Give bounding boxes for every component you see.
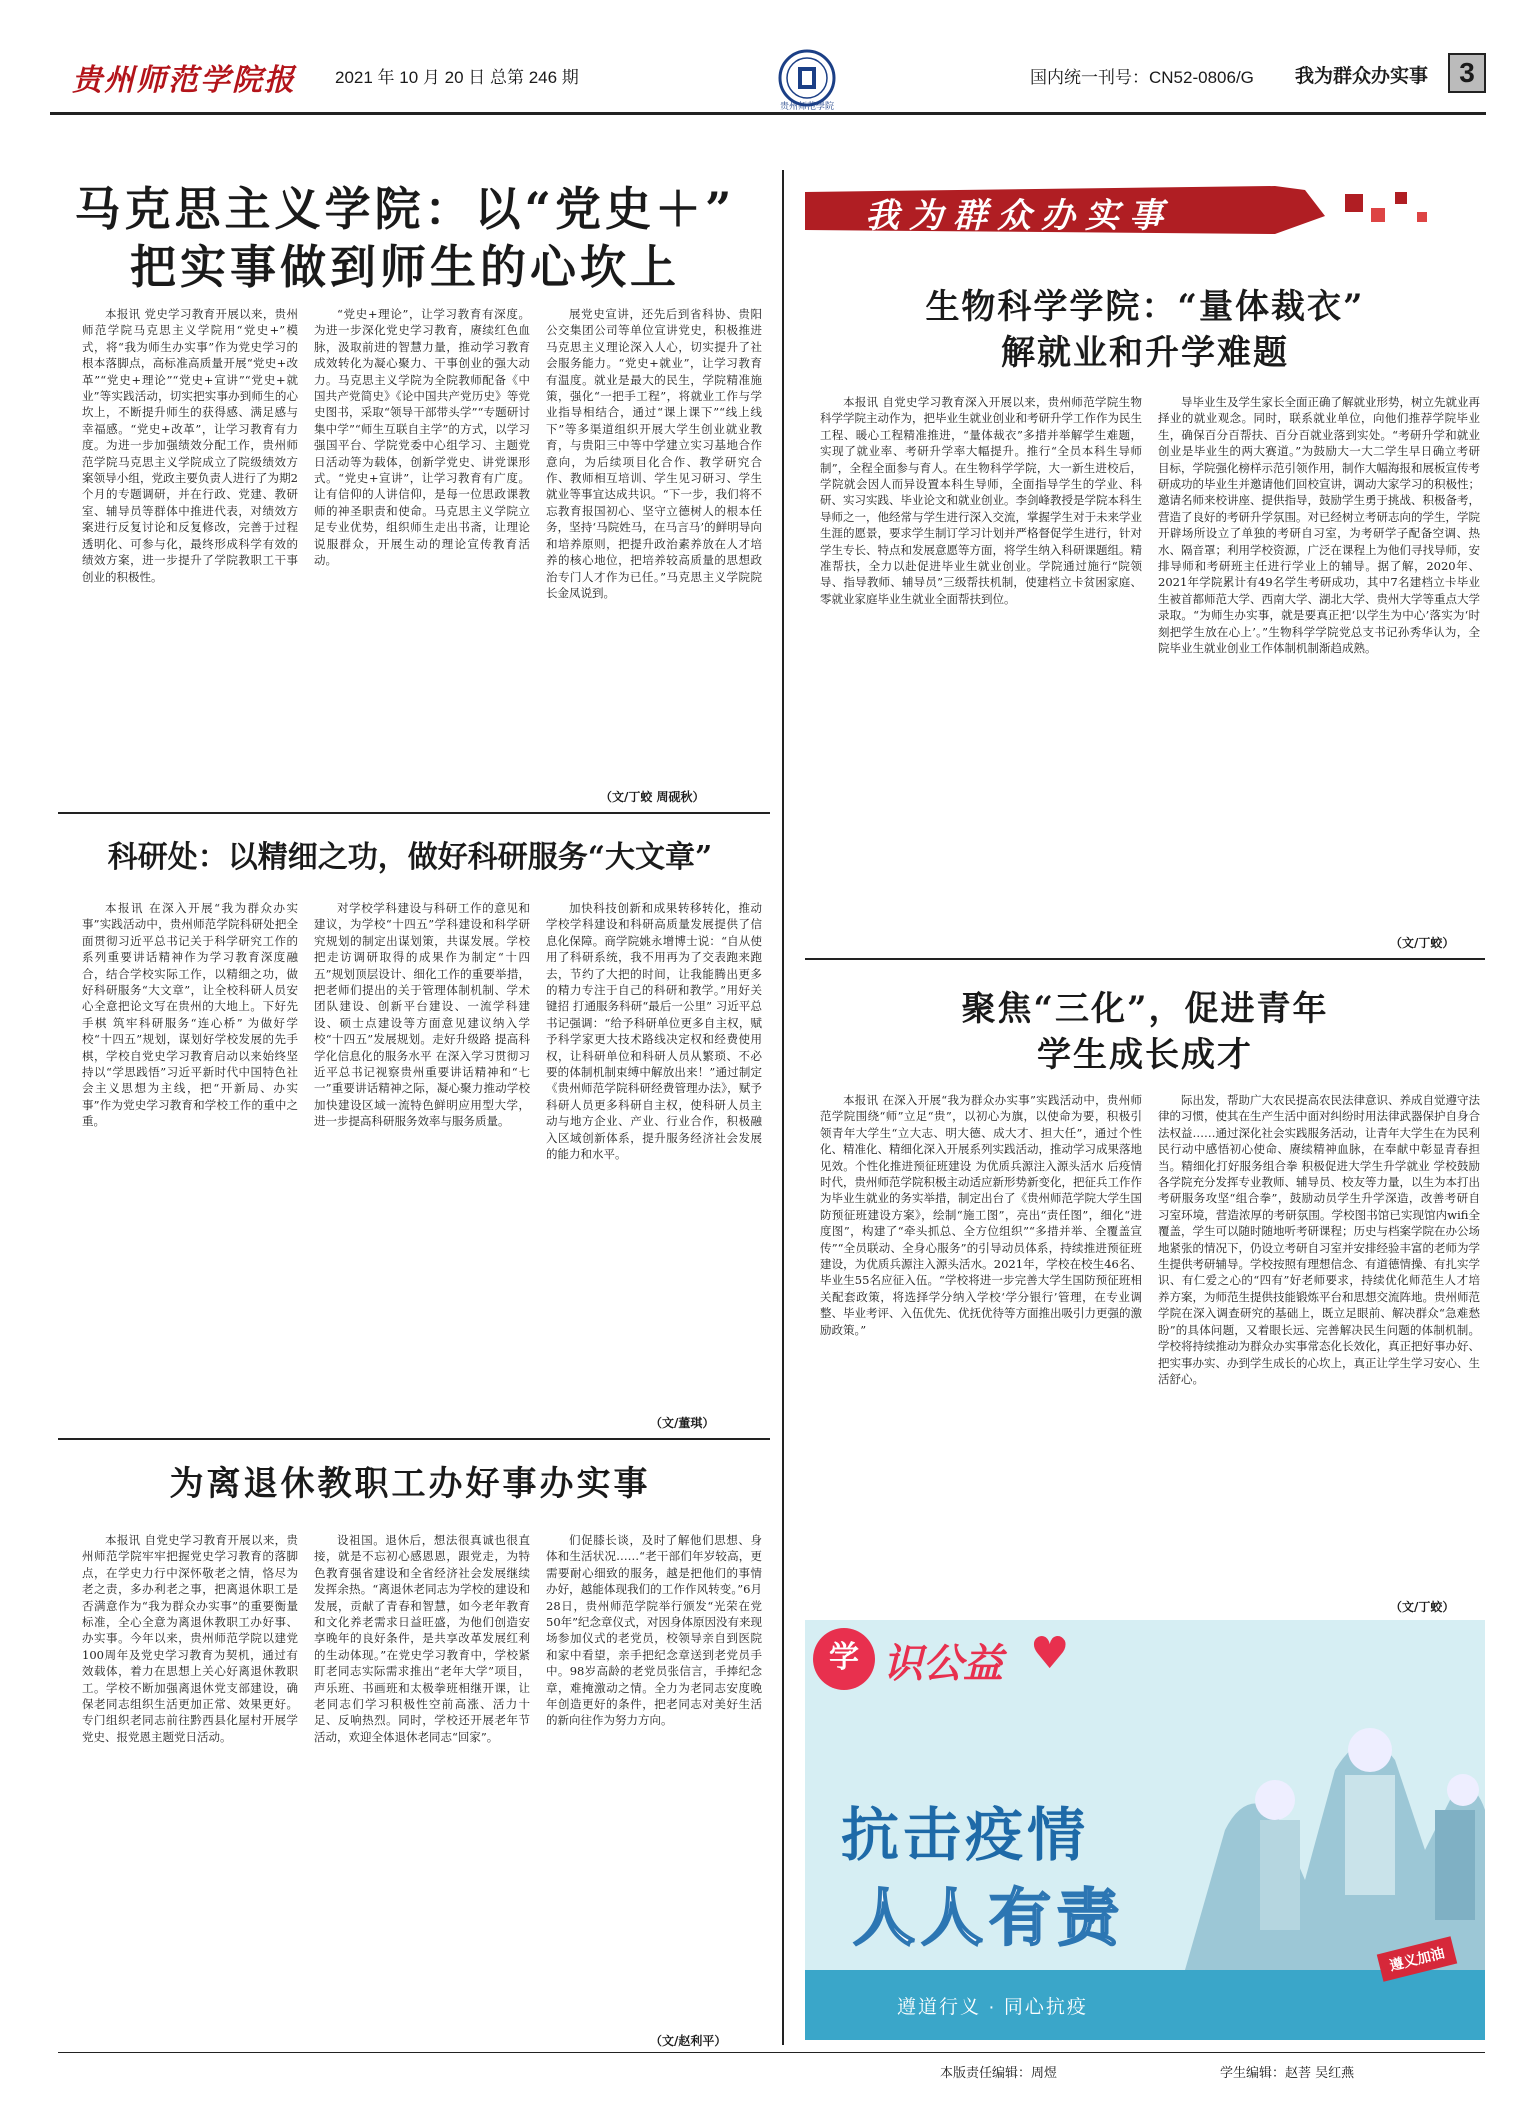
ad-title-line2: 人人有责 [853, 1884, 1126, 1953]
crowd-illustration-icon [1165, 1680, 1485, 1970]
serial-number: 国内统一刊号：CN52-0806/G [1030, 68, 1254, 87]
page-number: 3 [1448, 53, 1486, 93]
seal-caption: 贵州师范學院 [779, 101, 834, 111]
footer-rule [58, 2052, 1485, 2053]
article1-headline [60, 180, 750, 296]
article1-title-line2: 把实事做到师生的心坎上 [130, 240, 680, 294]
column-divider [782, 170, 784, 2045]
masthead [50, 55, 1486, 115]
article3-title: 为离退休教职工办好事办实事 [169, 1464, 651, 1504]
article5-headline [805, 986, 1485, 1078]
article1-column: 本报讯 党史学习教育开展以来，贵州师范学院马克思主义学院用“党史+”模式，将“我为师生办实事”作为党史学习的根本落脚点，高标准高质量开展“党史+改革”“党史+理论”“党史+宣讲”“党史+就业”等实践活动，切实把实事办到师生的心坎上，不断提升师生的获得感、满足感与幸福感。“党史+改革”，让学习教育有力度。为进一步加强绩效分配工作，贵州师范学院马克思主义学院成立了院级绩效方案领导小组，党政主要负责人进行了为期2个月的专题调研，并在行政、党建、教研室、辅导员等群体中推进代表，对绩效方案进行反复讨论和反复修改，完善于过程透明化、可参与化，最终形成科学有效的绩效方案，进一步提升了学院教职工干事创业的积极性。 [82, 307, 298, 584]
article5-body [820, 1092, 1480, 1597]
article2-title: 科研处：以精细之功，做好科研服务“大文章” [107, 840, 713, 875]
divider [805, 958, 1485, 960]
article2-byline: （文/董琪） [650, 1416, 715, 1430]
article4-title-line1: 生物科学学院：“量体裁衣” [925, 287, 1365, 327]
article1-title-line1: 马克思主义学院：以“党史＋” [74, 182, 736, 236]
article5-column: 本报讯 在深入开展“我为群众办实事”实践活动中，贵州师范学院围绕“师”立足“贵”，以初心为旗，以使命为要，积极引领青年大学生“立大志、明大德、成大才、担大任”，通过个性化、精准化、精细化深入开展系列实践活动，推动学习成果落地见效。个性化推进预征班建设 为优质兵源注入源头活水 后疫情时代，贵州师范学院积极主动适应新形势新变化，把征兵工作作为毕业生就业的务实举措，制定出台了《贵州师范学院大学生国防预征班建设方案》，绘制“施工图”，亮出“责任图”，细化“进度图”，构建了“牵头抓总、全方位组织”“多措并举、全覆盖宣传”“全员联动、全身心服务”的引导动员体系，持续推进预征班建设，为优质兵源注入源头活水。2021年，学校在校生46名、毕业生55名应征入伍。“学校将进一步完善大学生国防预征班相关配套政策，将选择学分纳入学校‘学分银行’管理，在专业调整、毕业考评、入伍优先、优抚优待等方面推出吸引力更强的激励政策。” [820, 1093, 1142, 1337]
student-editor-credit: 学生编辑：赵菩 吴红燕 [1220, 2066, 1355, 2081]
divider [58, 812, 770, 814]
article1-body [82, 306, 762, 784]
divider [58, 1438, 770, 1440]
article3-column: 设祖国。退休后，想法很真诚也很直接，就是不忘初心感恩恩，跟党走，为特色教育强省建设和全省经济社会发展继续发挥余热。“离退休老同志为学校的建设和发展，贡献了青春和智慧，如今老年教育和文化养老需求日益旺盛，为他们创造安享晚年的良好条件，是共享改革发展红利的生动体现。”在党史学习教育中，学校紧盯老同志实际需求推出“老年大学”项目，声乐班、书画班和太极拳班相继开课，让老同志们学习积极性空前高涨、活力十足、反响热烈。同时，学校还开展老年节活动，欢迎全体退休老同志“回家”。 [314, 1533, 530, 1744]
article1-column: “党史+理论”，让学习教育有深度。为进一步深化党史学习教育，赓续红色血脉，汲取前进的智慧力量，推动学习教育成效转化为凝心聚力、干事创业的强大动力。马克思主义学院为全院教师配备《中国共产党简史》《论中国共产党历史》等党史图书，采取“领导干部带头学”“专题研讨集中学”“师生互联自主学”的方式，以学习强国平台、学院党委中心组学习、主题党日活动等为载体，创新学党史、讲党课形式。“党史+宣讲”，让学习教育有广度。让有信仰的人讲信仰，是每一位思政课教师的神圣职责和使命。马克思主义学院立足专业优势，组织师生走出书斋，让理论说服群众，开展生动的理论宣传教育活动。 [314, 307, 530, 568]
article4-body [820, 394, 1480, 929]
article4-column: 本报讯 自党史学习教育深入开展以来，贵州师范学院生物科学学院主动作为，把毕业生就业创业和考研升学工作作为民生工程、暖心工程精准推进，“量体裁衣”多措并举解学生难题，实现了就业率、考研升学率大幅提升。推行“全员本科生导师制”，全程全面参与育人。在生物科学学院，大一新生进校后，学院就会因人而异设置本科生导师，全面指导学生的学业、科研、实习实践、毕业论文和就业创业。李剑峰教授是学院本科生导师之一，他经常与学生进行深入交流，掌握学生对于未来学业生涯的愿景，要求学生制订学习计划并严格督促学生进行，针对学生专长、特点和发展意愿等方面，将学生纳入科研课题组。精准帮扶，全力以赴促进毕业生就业创业。学院通过施行“院领导、指导教师、辅导员”三级帮扶机制，使建档立卡贫困家庭、零就业家庭毕业生就业全面帮扶到位。 [820, 395, 1142, 606]
article2-column: 对学校学科建设与科研工作的意见和建议，为学校“十四五”学科建设和科学研究规划的制定出谋划策，共谋发展。学校把走访调研取得的成果作为制定“十四五”规划顶层设计、细化工作的重要举措，把老师们提出的关于管理体制机制、学术团队建设、创新平台建设、一流学科建设、硕士点建设等方面意见建议纳入学校“十四五”发展规划。走好升级路 提高科学化信息化的服务水平 在深入学习贯彻习近平总书记视察贵州重要讲话精神和“七一”重要讲话精神之际，凝心聚力推动学校加快建设区域一流特色鲜明应用型大学，进一步提高科研服务效率与服务质量。 [314, 901, 530, 1129]
ad-flag: 遵义加油 [1377, 1936, 1458, 1982]
ad-badge: 学 [813, 1628, 875, 1690]
article4-headline [805, 284, 1485, 376]
heart-icon: ♥ [1030, 1628, 1070, 1679]
public-service-ad [805, 1620, 1485, 2040]
section-name: 我为群众办实事 [1295, 65, 1429, 87]
banner-title: 我为群众办实事 [865, 196, 1173, 236]
article3-column: 本报讯 自党史学习教育开展以来，贵州师范学院牢牢把握党史学习教育的落脚点，在学史力行中深怀敬老之情，恪尽为老之责，多办利老之事，把离退休职工是否满意作为“我为群众办实事”的重要衡量标准，全心全意为离退休教职工办好事、办实事。今年以来，贵州师范学院以建党100周年及党史学习教育为契机，通过有效载体，着力在思想上关心好离退休教职工。学校不断加强离退休党支部建设，确保老同志组织生活更加正常、效果更好。专门组织老同志前往黔西县化屋村开展学党史、报党恩主题党日活动。 [82, 1533, 298, 1744]
article5-title-line2: 学生成长成才 [1037, 1035, 1253, 1075]
article4-byline: （文/丁蛟） [1390, 936, 1455, 950]
article4-title-line2: 解就业和升学难题 [1001, 333, 1289, 373]
article3-body [82, 1532, 762, 2027]
newspaper-logo: 贵州师范学院报 [72, 63, 296, 98]
editor-credit: 本版责任编辑：周煜 [940, 2066, 1058, 2081]
article2-column: 加快科技创新和成果转移转化，推动学校学科建设和科研高质量发展提供了信息化保障。商学院姚永增博士说：“自从使用了科研系统，我不用再为了交表跑来跑去，节约了大把的时间，让我能腾出更多的精力专注于自己的科研和教学。”用好关键招 打通服务科研“最后一公里” 习近平总书记强调：“给予科研单位更多自主权，赋予科学家更大技术路线决定权和经费使用权，让科研单位和科研人员从繁琐、不必要的体制机制束缚中解放出来！”通过制定《贵州师范学院科研经费管理办法》，赋予科研人员更多科研自主权，使科研人员主动与地方企业、产业、行业合作，积极融入区域创新体系，提升服务经济社会发展的能力和水平。 [546, 901, 762, 1162]
ad-slogan: 遵道行义 · 同心抗疫 [897, 1997, 1088, 2018]
article2-body [82, 900, 762, 1410]
article1-byline: （文/丁蛟 周砚秋） [600, 790, 705, 804]
section-banner [805, 186, 1485, 236]
article2-column: 本报讯 在深入开展“我为群众办实事”实践活动中，贵州师范学院科研处把全面贯彻习近平总书记关于科学研究工作的系列重要讲话精神作为学习教育深度融合，结合学校实际工作，以精细之功，做好科研服务“大文章”，让全校科研人员安心全意把论文写在贵州的大地上。下好先手棋 筑牢科研服务“连心桥” 为做好学校“十四五”规划，谋划好学校发展的先手棋，学校自党史学习教育启动以来始终坚持以“学思践悟”习近平新时代中国特色社会主义思想为主线，把“开新局、办实事”作为党史学习教育和学校工作的重中之重。 [82, 901, 298, 1129]
article3-byline: （文/赵利平） [650, 2034, 727, 2048]
article3-column: 们促膝长谈，及时了解他们思想、身体和生活状况……“老干部们年岁较高，更需要耐心细致的服务，越是把他们的事情办好，越能体现我们的工作作风转变。”6月28日，贵州师范学院举行颁发“光荣在党50年”纪念章仪式，对因身体原因没有来现场参加仪式的老党员，校领导亲自到医院和家中看望，亲手把纪念章送到老党员手中。98岁高龄的老党员张信言，手捧纪念章，难掩激动之情。全力为老同志安度晚年创造更好的条件，把老同志对美好生活的新向往作为努力方向。 [546, 1533, 762, 1728]
article1-column: 展党史宣讲，还先后到省科协、贵阳公交集团公司等单位宣讲党史，积极推进马克思主义理论深入人心，切实提升了社会服务能力。“党史+就业”，让学习教育有温度。就业是最大的民生，学院精准施策，强化“一把手工程”，将就业工作与学业指导相结合，通过“课上课下”“线上线下”等多渠道组织开展大学生创业就业教育，与贵阳三中等中学建立实习基地合作意向，为后续项目化合作、教学研究合作、教师相互培训、学生见习研习、学生就业等事宜达成共识。“下一步，我们将不忘教育报国初心、坚守立德树人的根本任务，坚持‘马院姓马，在马言马’的鲜明导向和培养原则，把提升政治素养放在人才培养的核心地位，把培养较高质量的思想政治专门人才作为已任。”马克思主义学院院长金凤说到。 [546, 307, 762, 600]
article5-column: 际出发，帮助广大农民提高农民法律意识、养成自觉遵守法律的习惯，使其在生产生活中面对纠纷时用法律武器保护自身合法权益……通过深化社会实践服务活动，让青年大学生在为民利民行动中感悟初心使命、赓续精神血脉，在奉献中彰显青春担当。精细化打好服务组合拳 积极促进大学生升学就业 学校鼓励各学院充分发挥专业教师、辅导员、校友等力量，以生为本打出考研服务攻坚“组合拳”，鼓励动员学生升学深造，改善考研自习室环境，营造浓厚的考研氛围。学校图书馆已实现馆内wifi全覆盖，学生可以随时随地听考研课程；历史与档案学院在办公场地紧张的情况下，仍设立考研自习室并安排经验丰富的老师为学生提供考研辅导。学校按照有理想信念、有道德情操、有扎实学识、有仁爱之心的“四有”好老师要求，持续优化师范生人才培养方案，为师范生提供技能锻炼平台和思想交流阵地。贵州师范学院在深入调查研究的基础上，既立足眼前、解决群众“急难愁盼”的具体问题，又着眼长远、完善解决民生问题的体制机制。学校将持续推动为群众办实事常态化长效化，真正把好事办好、把实事办实、办到学生成长的心坎上，真正让学生学习安心、生活舒心。 [1158, 1093, 1480, 1386]
issue-date: 2021 年 10 月 20 日 总第 246 期 [335, 68, 579, 87]
article5-title-line1: 聚焦“三化”，促进青年 [961, 989, 1329, 1029]
ad-title-line1: 抗击疫情 [841, 1803, 1090, 1868]
ad-brand: 识公益 [883, 1640, 1003, 1687]
article4-column: 导毕业生及学生家长全面正确了解就业形势，树立先就业再择业的就业观念。同时，联系就业单位，向他们推荐学院毕业生，确保百分百帮扶、百分百就业落到实处。“考研升学和就业创业是毕业生的两大赛道。”为鼓励大一大二学生早日确立考研目标，学院强化榜样示范引领作用，制作大幅海报和展板宣传考研成功的毕业生并邀请他们回校宣讲，调动大家学习的积极性；邀请名师来校讲座、提供指导，鼓励学生勇于挑战、积极备考，营造了良好的考研升学氛围。对已经树立考研志向的学生，学院开辟场所设立了单独的考研自习室，为考研学子配备空调、热水、隔音罩；利用学校资源，广泛在课程上为他们寻找导师，安排导师和考研班主任进行学业上的辅导。据了解，2020年、2021年学院累计有49名学生考研成功，其中7名建档立卡毕业生被首都师范大学、西南大学、湖北大学、贵州大学等重点大学录取。“为师生办实事，就是要真正把‘以学生为中心’落实为‘时刻把学生放在心上’。”生物科学学院党总支书记孙秀华认为，全院毕业生就业创业工作体制机制渐趋成熟。 [1158, 395, 1480, 656]
article5-byline: （文/丁蛟） [1390, 1600, 1455, 1614]
